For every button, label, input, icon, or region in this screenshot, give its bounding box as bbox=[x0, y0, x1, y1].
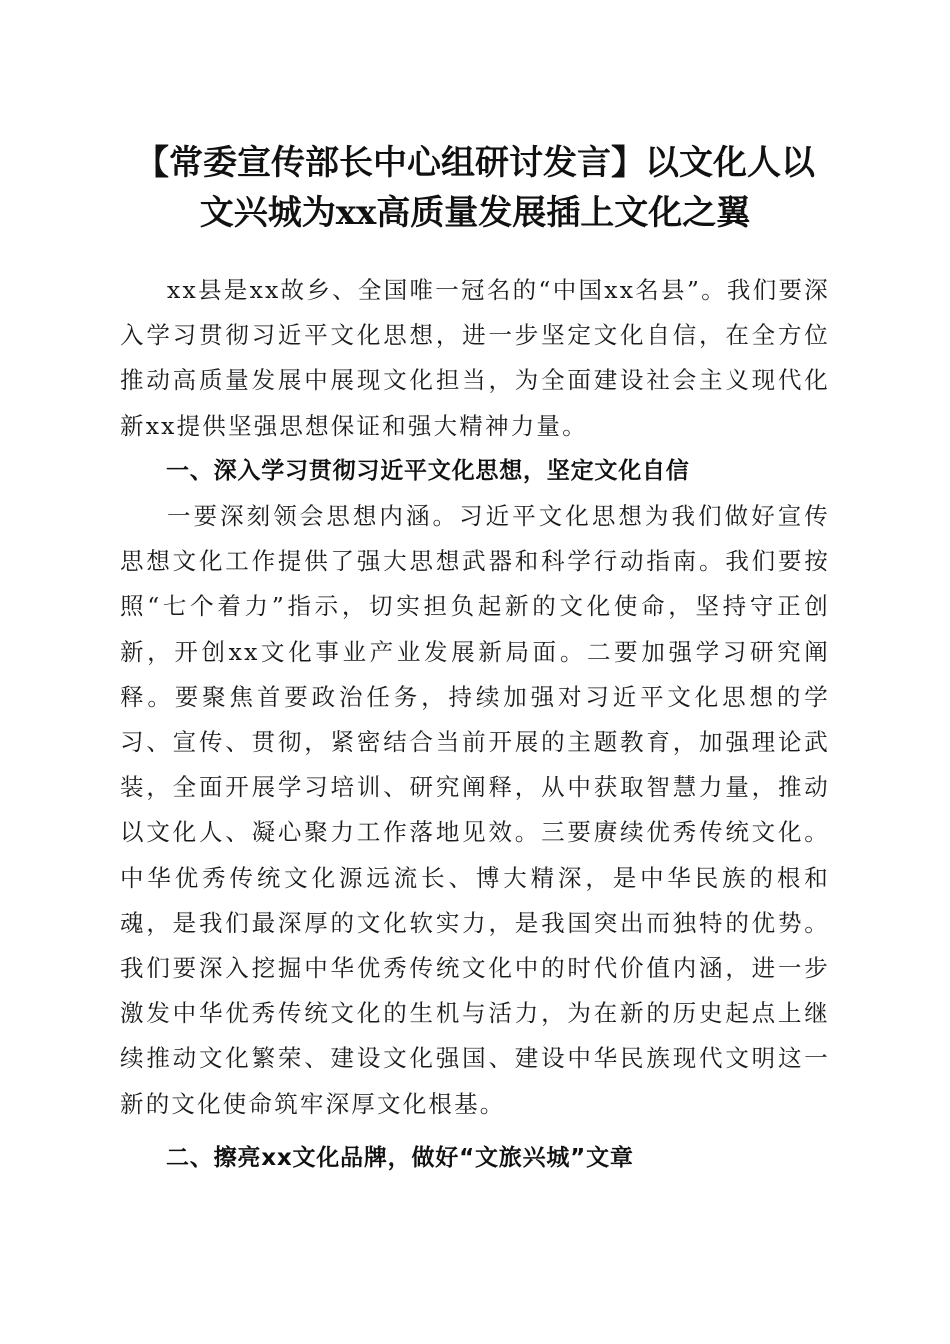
section-1-heading: 一、深入学习贯彻习近平文化思想，坚定文化自信 bbox=[166, 457, 690, 484]
section-1-paragraph: 一要深刻领会思想内涵。习近平文化思想为我们做好宣传思想文化工作提供了强大思想武器和科学行动指南。我们要按照“七个着力”指示，切实担负起新的文化使命，坚持守正创新，开创xx文化事业产业发展新局面。二要加强学习研究阐释。要聚焦首要政治任务，持续加强对习近平文化思想的学习、宣传、贯彻，紧密结合当前开展的主题教育，加强理论武装，全面开展学习培训、研究阐释，从中获取智慧力量，推动以文化人、凝心聚力工作落地见效。三要赓续优秀传统文化。中华优秀传统文化源远流长、博大精深，是中华民族的根和魂，是我们最深厚的文化软实力，是我国突出而独特的优势。我们要深入挖掘中华优秀传统文化中的时代价值内涵，进一步激发中华优秀传统文化的生机与活力，为在新的历史起点上继续推动文化繁荣、建设文化强国、建设中华民族现代文明这一新的文化使命筑牢深厚文化根基。 bbox=[120, 502, 830, 1118]
intro-paragraph: xx县是xx故乡、全国唯一冠名的“中国xx名县”。我们要深入学习贯彻习近平文化思想，进一步坚定文化自信，在全方位推动高质量发展中展现文化担当，为全面建设社会主义现代化新xx提供坚强思想保证和强大精神力量。 bbox=[120, 276, 830, 440]
title-line-2: 文兴城为xx高质量发展插上文化之翼 bbox=[199, 193, 751, 233]
section-2-heading: 二、擦亮xx文化品牌，做好“文旅兴城”文章 bbox=[166, 1144, 634, 1171]
document-title bbox=[100, 138, 850, 238]
title-line-1: 【常委宣传部长中心组研讨发言】以文化人以 bbox=[135, 143, 815, 183]
document-body bbox=[120, 268, 830, 1181]
